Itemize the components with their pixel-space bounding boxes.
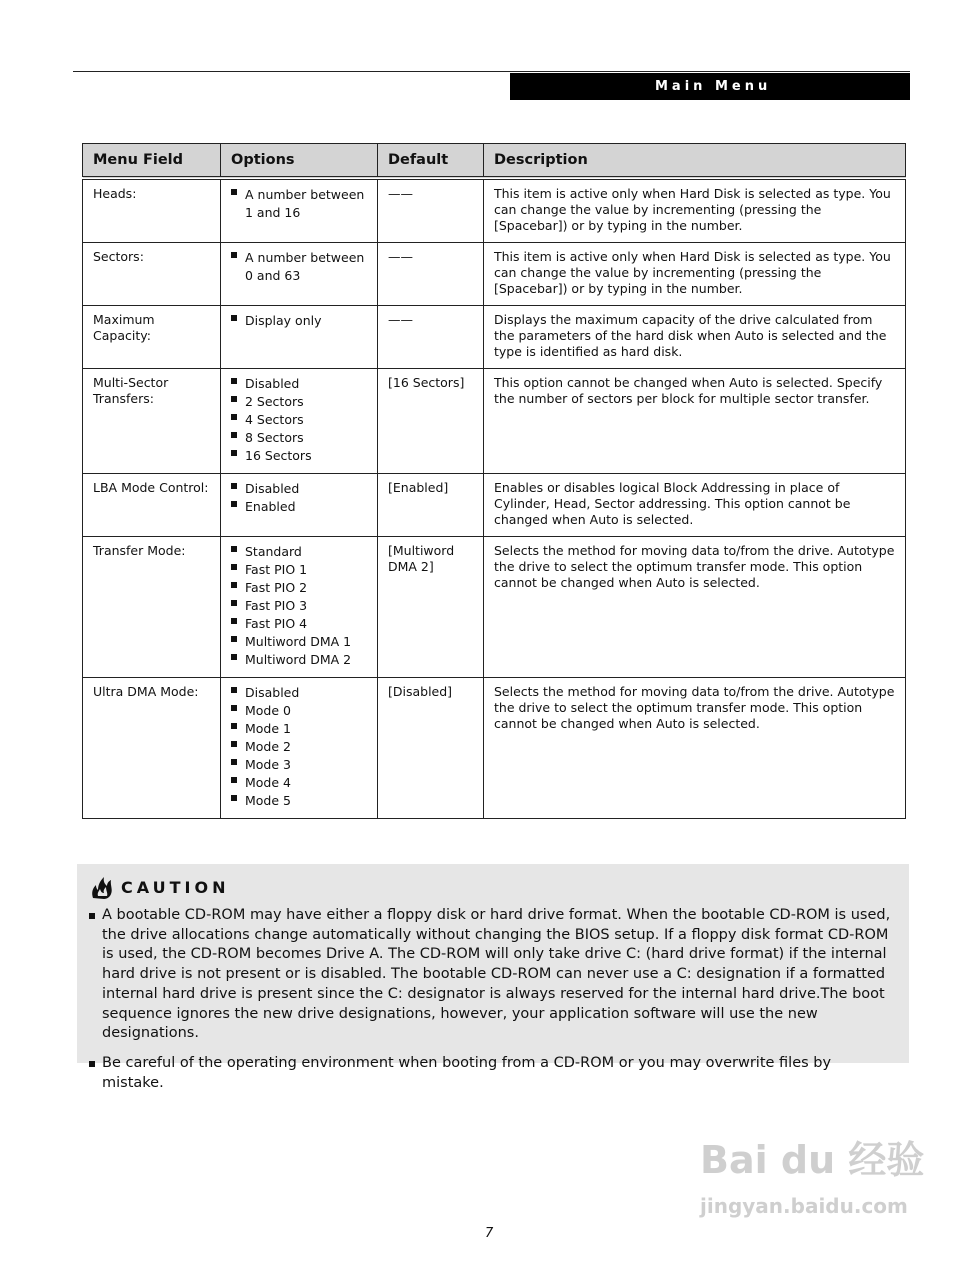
description-cell: Selects the method for moving data to/from the drive. Autotype the drive to select the optimum transfer mode. This option cannot be changed when Auto is selected. — [484, 678, 906, 819]
caution-box — [77, 864, 909, 1091]
default-cell: —— — [378, 306, 484, 369]
option-item: Fast PIO 3 — [231, 597, 367, 615]
caution-title: CAUTION — [121, 877, 230, 897]
option-item: Fast PIO 4 — [231, 615, 367, 633]
option-item: Multiword DMA 1 — [231, 633, 367, 651]
column-header: Menu Field — [83, 144, 221, 179]
menu-field-cell: Ultra DMA Mode: — [83, 678, 221, 819]
options-cell — [221, 306, 378, 369]
option-item: A number between 1 and 16 — [231, 186, 367, 222]
description-cell: This option cannot be changed when Auto is selected. Specify the number of sectors per block for multiple sector transfer. — [484, 369, 906, 474]
option-item: 16 Sectors — [231, 447, 367, 465]
table-row — [83, 474, 906, 537]
description-cell: This item is active only when Hard Disk is selected as type. You can change the value by incrementing (pressing the [Spacebar]) or by typing in the number. — [484, 178, 906, 243]
default-cell: [Disabled] — [378, 678, 484, 819]
option-item: Disabled — [231, 684, 367, 702]
options-list — [231, 375, 367, 465]
top-rule — [73, 71, 910, 72]
page-number: 7 — [485, 1226, 494, 1241]
caution-item: Be careful of the operating environment when booting from a CD-ROM or you may overwrite files by mistake. — [89, 1054, 895, 1093]
option-item: Mode 5 — [231, 792, 367, 810]
option-item: Display only — [231, 312, 367, 330]
option-item: 2 Sectors — [231, 393, 367, 411]
options-list — [231, 684, 367, 810]
description-cell: Enables or disables logical Block Addressing in place of Cylinder, Head, Sector addressing. This option cannot be changed when Auto is selected. — [484, 474, 906, 537]
options-list — [231, 543, 367, 669]
table-row — [83, 243, 906, 306]
option-item: 4 Sectors — [231, 411, 367, 429]
menu-field-cell: Transfer Mode: — [83, 537, 221, 678]
default-cell: [Multiword DMA 2] — [378, 537, 484, 678]
option-item: Mode 3 — [231, 756, 367, 774]
option-item: Disabled — [231, 375, 367, 393]
options-cell — [221, 474, 378, 537]
watermark-url: jingyan.baidu.com — [700, 1194, 908, 1218]
options-list — [231, 249, 367, 285]
default-cell: —— — [378, 243, 484, 306]
option-item: Multiword DMA 2 — [231, 651, 367, 669]
baidu-watermark — [700, 1140, 924, 1226]
option-item: Mode 0 — [231, 702, 367, 720]
option-item: Disabled — [231, 480, 367, 498]
caution-header — [89, 876, 895, 898]
table-row — [83, 537, 906, 678]
description-cell: This item is active only when Hard Disk is selected as type. You can change the value by incrementing (pressing the [Spacebar]) or by typing in the number. — [484, 243, 906, 306]
fire-hand-icon — [89, 874, 115, 900]
table-row — [83, 369, 906, 474]
option-item: Fast PIO 1 — [231, 561, 367, 579]
table-header-row — [83, 144, 906, 179]
section-title: Main Menu — [510, 73, 910, 100]
description-cell: Selects the method for moving data to/from the drive. Autotype the drive to select the optimum transfer mode. This option cannot be changed when Auto is selected. — [484, 537, 906, 678]
default-cell: —— — [378, 178, 484, 243]
options-list — [231, 186, 367, 222]
options-cell — [221, 178, 378, 243]
menu-field-cell: Multi-Sector Transfers: — [83, 369, 221, 474]
options-cell — [221, 243, 378, 306]
default-cell: [Enabled] — [378, 474, 484, 537]
menu-field-cell: Maximum Capacity: — [83, 306, 221, 369]
options-cell — [221, 678, 378, 819]
options-cell — [221, 369, 378, 474]
table-row — [83, 178, 906, 243]
description-cell: Displays the maximum capacity of the drive calculated from the parameters of the hard disk when Auto is selected and the type is identified as hard disk. — [484, 306, 906, 369]
table-row — [83, 306, 906, 369]
options-cell — [221, 537, 378, 678]
caution-item: A bootable CD-ROM may have either a floppy disk or hard drive format. When the bootable CD-ROM is used, the drive allocations change automatically without changing the BIOS setup. If a floppy disk format CD-ROM is used, the CD-ROM becomes Drive A. The CD-ROM will only take drive C: (hard drive format) if the internal hard drive is not present or is disabled. The bootable CD-ROM can never use a C: designation if a formatted internal hard drive is present since the C: designator is always reserved for the internal hard drive.The boot sequence ignores the new drive designations, however, your application software will use the new designations. — [89, 906, 895, 1044]
option-item: Mode 1 — [231, 720, 367, 738]
option-item: Standard — [231, 543, 367, 561]
option-item: Mode 4 — [231, 774, 367, 792]
option-item: Fast PIO 2 — [231, 579, 367, 597]
column-header: Default — [378, 144, 484, 179]
menu-field-cell: LBA Mode Control: — [83, 474, 221, 537]
caution-list — [89, 906, 895, 1093]
column-header: Description — [484, 144, 906, 179]
menu-field-cell: Sectors: — [83, 243, 221, 306]
options-list — [231, 480, 367, 516]
watermark-main: Bai du 经验 — [700, 1138, 925, 1182]
menu-field-cell: Heads: — [83, 178, 221, 243]
main-menu-table — [82, 143, 906, 819]
option-item: Mode 2 — [231, 738, 367, 756]
options-list — [231, 312, 367, 330]
column-header: Options — [221, 144, 378, 179]
default-cell: [16 Sectors] — [378, 369, 484, 474]
option-item: 8 Sectors — [231, 429, 367, 447]
table-body — [83, 178, 906, 819]
option-item: Enabled — [231, 498, 367, 516]
table-row — [83, 678, 906, 819]
option-item: A number between 0 and 63 — [231, 249, 367, 285]
